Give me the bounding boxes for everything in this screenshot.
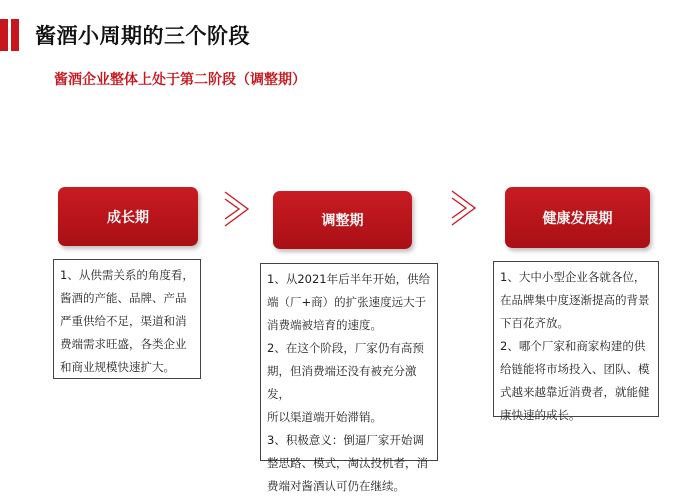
description-line: 给链能将市场投入、团队、模 — [500, 362, 650, 376]
chevron-right-icon — [222, 189, 252, 229]
stage-label: 成长期 — [107, 209, 149, 226]
page-title: 酱酒小周期的三个阶段 — [35, 24, 250, 48]
description-line: 1、从供需关系的角度看， — [60, 268, 194, 282]
description-line: 在品牌集中度逐渐提高的背景 — [500, 293, 650, 307]
description-line: 3、积极意义：倒逼厂家开始调 — [267, 433, 424, 447]
description-line: 所以渠道端开始滞销。 — [267, 410, 382, 424]
stage-label: 健康发展期 — [542, 210, 613, 227]
description-line: 式越来越靠近消费者，就能健 — [500, 385, 650, 399]
description-line: 期，但消费端还没有被充分激发， — [267, 364, 417, 401]
description-line: 消费端被培育的速度。 — [267, 318, 382, 332]
title-accent-bar — [0, 19, 8, 51]
page-subtitle: 酱酒企业整体上处于第二阶段（调整期） — [54, 72, 306, 88]
description-line: 端（厂+商）的扩张速度远大于 — [267, 295, 427, 309]
stage-healthy-description — [493, 261, 659, 422]
description-line: 1、大中小型企业各就各位， — [500, 270, 646, 284]
description-line: 康快速的成长。 — [500, 408, 581, 422]
description-line: 整思路、模式，淘汰投机者，消 — [267, 456, 428, 470]
stage-growth-box — [58, 187, 198, 246]
title-accent-bar — [11, 19, 19, 51]
chevron-right-icon — [449, 188, 479, 228]
stage-adjustment-description — [260, 263, 438, 493]
stage-adjustment-box — [273, 191, 412, 249]
stage-healthy-box — [505, 187, 650, 248]
description-line: 费端对酱酒认可仍在继续。 — [267, 479, 405, 493]
stage-label: 调整期 — [321, 213, 364, 229]
description-line: 和商业规模快速扩大。 — [60, 360, 175, 374]
description-line: 酱酒的产能、品牌、产品 — [60, 291, 187, 305]
stage-growth-description — [53, 259, 201, 379]
description-line: 下百花齐放。 — [500, 316, 569, 330]
description-line: 1、从2021年后半年开始，供给 — [267, 272, 431, 286]
description-line: 2、哪个厂家和商家构建的供 — [500, 339, 646, 353]
description-line: 严重供给不足，渠道和消 — [60, 314, 187, 328]
description-line: 2、在这个阶段，厂家仍有高预 — [267, 341, 424, 355]
description-line: 费端需求旺盛，各类企业 — [60, 337, 187, 351]
